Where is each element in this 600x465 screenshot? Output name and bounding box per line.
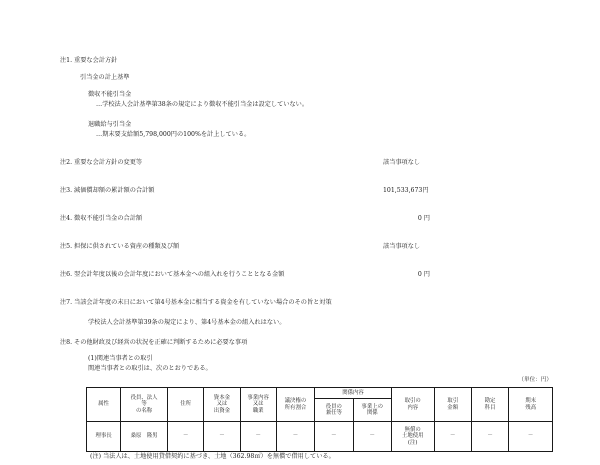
cell-amount: －: [434, 422, 471, 452]
header-balance: 期末 残高: [509, 388, 553, 422]
cell-concurrent: －: [315, 422, 353, 452]
note7-body: 学校法人会計基準第39条の規定により、第4号基本金の組入れはない。: [88, 319, 286, 326]
cell-capital: －: [204, 422, 240, 452]
header-voting: 議決権の 所有割合: [276, 388, 314, 422]
note4-text: 注4. 徴収不能引当金の合計額: [60, 215, 143, 222]
header-attr: 属性: [87, 388, 121, 422]
note2-value: 該当事項なし: [383, 159, 421, 166]
note1-item2-title: 退職給与引当金: [88, 121, 132, 128]
note6-value: 0 円: [417, 271, 430, 278]
header-amount: 取引 金額: [434, 388, 471, 422]
related-party-table: [86, 387, 553, 452]
header-address: 住所: [168, 388, 204, 422]
note1-item1-body: …学校法人会計基準第38条の規定により徴収不能引当金は設定していない。: [96, 101, 309, 108]
cell-business-rel: －: [353, 422, 391, 452]
header-name: 役員、法人 等 の名称: [121, 388, 168, 422]
note8-sub-title: (1)関連当事者との取引: [88, 355, 153, 362]
cell-voting: －: [276, 422, 314, 452]
note1-title: 注1. 重要な会計方針: [60, 57, 118, 64]
note7-text: 注7. 当該会計年度の末日において第4号基本金に相当する資金を有していない場合のその旨と対策: [60, 299, 332, 306]
note3-value: 101,533,673円: [383, 187, 429, 194]
header-business-rel: 事業上の 関係: [353, 399, 391, 422]
cell-business: －: [240, 422, 276, 452]
header-account: 勘定 科目: [471, 388, 508, 422]
header-relation: 関係内容: [315, 388, 392, 399]
cell-address: －: [168, 422, 204, 452]
header-content: 取引の 内容: [391, 388, 434, 422]
unit-label: （単位：円）: [518, 377, 552, 383]
cell-attr: 理事長: [87, 422, 121, 452]
note5-value: 該当事項なし: [383, 243, 421, 250]
note4-value: 0 円: [417, 215, 430, 222]
header-business: 事業内容 又は 職業: [240, 388, 276, 422]
note1-item2-body: …期末要支給額5,798,000円の100%を計上している。: [96, 131, 251, 138]
note1-item1-title: 徴収不能引当金: [88, 91, 132, 98]
header-concurrent: 役員の 兼任等: [315, 399, 353, 422]
note8-text: 注8. その他財政及び経営の状況を正確に判断するために必要な事項: [60, 339, 248, 346]
note2-text: 注2. 重要な会計方針の変更等: [60, 159, 143, 166]
cell-name: 桑原 隆男: [121, 422, 168, 452]
header-capital: 資本金 又は 出資金: [204, 388, 240, 422]
note3-text: 注3. 減価償却額の累計額の合計額: [60, 187, 155, 194]
cell-account: －: [471, 422, 508, 452]
note8-sub-body: 関連当事者との取引は、次のとおりである。: [88, 365, 212, 372]
note6-text: 注6. 翌会計年度以後の会計年度において基本金への組入れを行うこととなる金額: [60, 271, 285, 278]
note5-text: 注5. 担保に供されている資産の種類及び額: [60, 243, 180, 250]
table-footnote: (注) 当法人は、土地使用貸借契約に基づき、土地（362.98㎡）を無償で借用している。: [90, 453, 335, 460]
cell-content: 無償の 土地使用 (注): [391, 422, 434, 452]
cell-balance: －: [509, 422, 553, 452]
table-row: [87, 422, 553, 452]
note1-subtitle: 引当金の計上基準: [80, 74, 130, 81]
